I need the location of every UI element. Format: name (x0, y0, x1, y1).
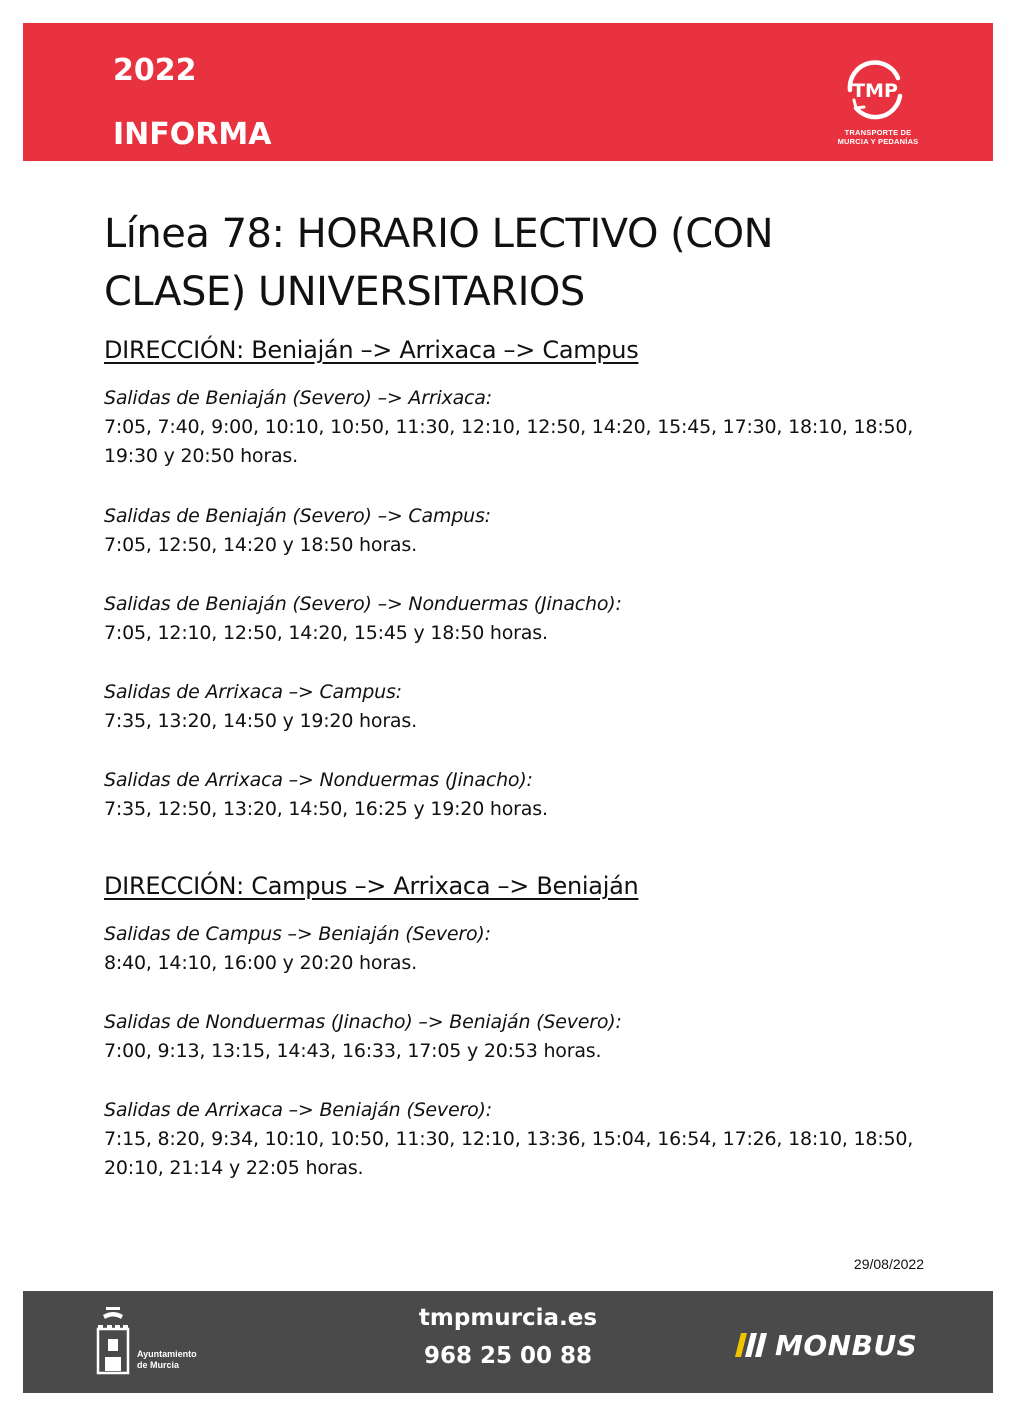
schedule-block (104, 1008, 934, 1066)
schedule-times: 8:40, 14:10, 16:00 y 20:20 horas. (104, 952, 417, 974)
schedule-times: 7:00, 9:13, 13:15, 14:43, 16:33, 17:05 y 20:53 horas. (104, 1040, 602, 1062)
schedule-block (104, 766, 934, 824)
monbus-wordmark: MONBUS (775, 1329, 918, 1362)
tmp-caption-line1: TRANSPORTE DE (844, 128, 912, 137)
footer-bar (23, 1291, 993, 1393)
ayuntamiento-line2: de Murcia (137, 1360, 180, 1370)
page-title-line2: CLASE) UNIVERSITARIOS (104, 269, 585, 315)
header-informa: INFORMA (113, 117, 272, 152)
schedule-block (104, 678, 934, 736)
ayuntamiento-line1: Ayuntamiento (137, 1349, 197, 1359)
page-title (104, 205, 924, 321)
monbus-stripes-icon (735, 1333, 773, 1357)
schedule-block (104, 1096, 934, 1183)
schedule-label: Salidas de Arrixaca –> Beniaján (Severo): (104, 1099, 492, 1121)
schedule-times: 7:05, 12:10, 12:50, 14:20, 15:45 y 18:50 horas. (104, 622, 548, 644)
schedule-block (104, 384, 934, 471)
schedule-label: Salidas de Campus –> Beniaján (Severo): (104, 923, 491, 945)
monbus-logo (735, 1329, 925, 1363)
schedule-label: Salidas de Arrixaca –> Nonduermas (Jinacho): (104, 769, 533, 791)
schedule-block (104, 920, 934, 978)
section-heading-outbound: DIRECCIÓN: Beniaján –> Arrixaca –> Campus (104, 336, 639, 364)
tmp-caption (823, 128, 933, 146)
schedule-times: 19:30 y 20:50 horas. (104, 445, 298, 467)
tmp-caption-line2: MURCIA Y PEDANÍAS (837, 137, 919, 146)
tmp-logo-icon (840, 56, 910, 126)
schedule-label: Salidas de Nonduermas (Jinacho) –> Beniaján (Severo): (104, 1011, 622, 1033)
header-year: 2022 (113, 53, 197, 88)
schedule-block (104, 590, 934, 648)
schedule-label: Salidas de Beniaján (Severo) –> Arrixaca: (104, 387, 492, 409)
schedule-label: Salidas de Beniaján (Severo) –> Nonduermas (Jinacho): (104, 593, 622, 615)
schedule-times: 7:15, 8:20, 9:34, 10:10, 10:50, 11:30, 12:10, 13:36, 15:04, 16:54, 17:26, 18:10, 18:50, (104, 1128, 914, 1150)
publication-date: 29/08/2022 (853, 1256, 924, 1272)
schedule-block (104, 502, 934, 560)
schedule-times: 20:10, 21:14 y 22:05 horas. (104, 1157, 364, 1179)
tmp-logo-text: TMP (852, 80, 898, 102)
schedule-times: 7:05, 7:40, 9:00, 10:10, 10:50, 11:30, 12:10, 12:50, 14:20, 15:45, 17:30, 18:10, 18:50, (104, 416, 914, 438)
footer-phone[interactable]: 968 25 00 88 (423, 1343, 593, 1369)
page-title-line1: Línea 78: HORARIO LECTIVO (CON (104, 211, 774, 257)
schedule-times: 7:35, 13:20, 14:50 y 19:20 horas. (104, 710, 417, 732)
schedule-label: Salidas de Arrixaca –> Campus: (104, 681, 402, 703)
tmp-logo (823, 56, 933, 151)
footer-website[interactable]: tmpmurcia.es (418, 1305, 598, 1331)
schedule-times: 7:05, 12:50, 14:20 y 18:50 horas. (104, 534, 417, 556)
header-banner (23, 23, 993, 161)
schedule-times: 7:35, 12:50, 13:20, 14:50, 16:25 y 19:20 horas. (104, 798, 548, 820)
section-heading-return: DIRECCIÓN: Campus –> Arrixaca –> Beniaján (104, 872, 639, 900)
schedule-label: Salidas de Beniaján (Severo) –> Campus: (104, 505, 491, 527)
